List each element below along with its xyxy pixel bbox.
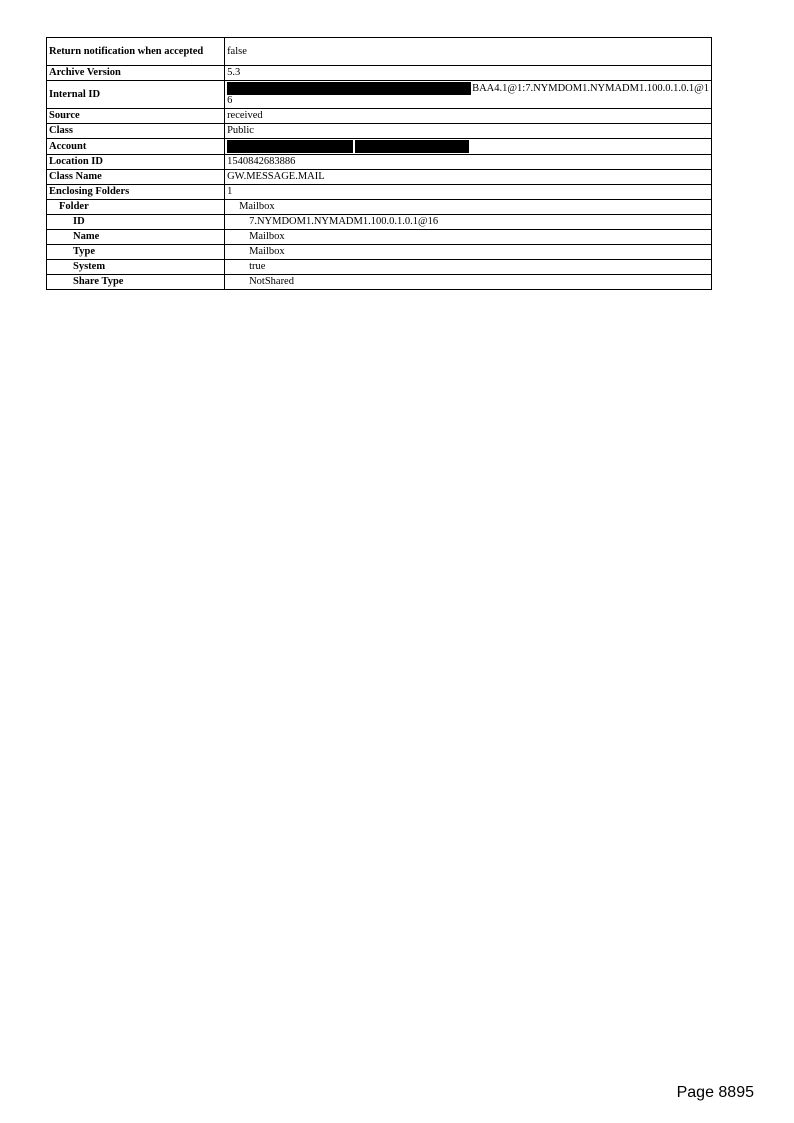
table-row (47, 109, 712, 124)
table-row (47, 155, 712, 170)
row-label: Archive Version (47, 66, 225, 81)
row-label: Name (47, 230, 225, 245)
table-row (47, 245, 712, 260)
table-row (47, 139, 712, 155)
row-label: Share Type (47, 275, 225, 290)
table-row (47, 66, 712, 81)
row-value: NotShared (225, 275, 712, 290)
row-value: false (225, 38, 712, 66)
row-label: Class Name (47, 170, 225, 185)
table-row (47, 215, 712, 230)
row-label: Folder (47, 200, 225, 215)
row-label: Enclosing Folders (47, 185, 225, 200)
table-row (47, 38, 712, 66)
internal-id-continuation: 6 (227, 95, 233, 106)
row-value: 1540842683886 (225, 155, 712, 170)
row-value: 5.3 (225, 66, 712, 81)
row-value: 7.NYMDOM1.NYMADM1.100.0.1.0.1@16 (225, 215, 712, 230)
row-value: Mailbox (225, 230, 712, 245)
table-row (47, 185, 712, 200)
table-row (47, 81, 712, 109)
row-label: Account (47, 139, 225, 155)
row-value: Mailbox (225, 200, 712, 215)
row-value: Mailbox (225, 245, 712, 260)
row-label: Return notification when accepted (47, 38, 225, 66)
redaction-bar (227, 140, 469, 153)
row-value: received (225, 109, 712, 124)
row-label: Class (47, 124, 225, 139)
table-row (47, 124, 712, 139)
table-row (47, 230, 712, 245)
row-label: Type (47, 245, 225, 260)
row-label: System (47, 260, 225, 275)
internal-id-value (225, 81, 712, 109)
properties-table (46, 37, 712, 290)
internal-id-text: BAA4.1@1:7.NYMDOM1.NYMADM1.100.0.1.0.1@1 (472, 82, 709, 94)
row-value: Public (225, 124, 712, 139)
account-value (225, 139, 712, 155)
table-row (47, 170, 712, 185)
table-row (47, 275, 712, 290)
redaction-bar (227, 82, 471, 95)
row-label: Internal ID (47, 81, 225, 109)
page-number: Page 8895 (676, 1084, 754, 1101)
row-value: 1 (225, 185, 712, 200)
table-row (47, 260, 712, 275)
row-value: GW.MESSAGE.MAIL (225, 170, 712, 185)
row-value: true (225, 260, 712, 275)
row-label: Source (47, 109, 225, 124)
internal-id-line (227, 82, 709, 95)
row-label: ID (47, 215, 225, 230)
table-row (47, 200, 712, 215)
row-label: Location ID (47, 155, 225, 170)
